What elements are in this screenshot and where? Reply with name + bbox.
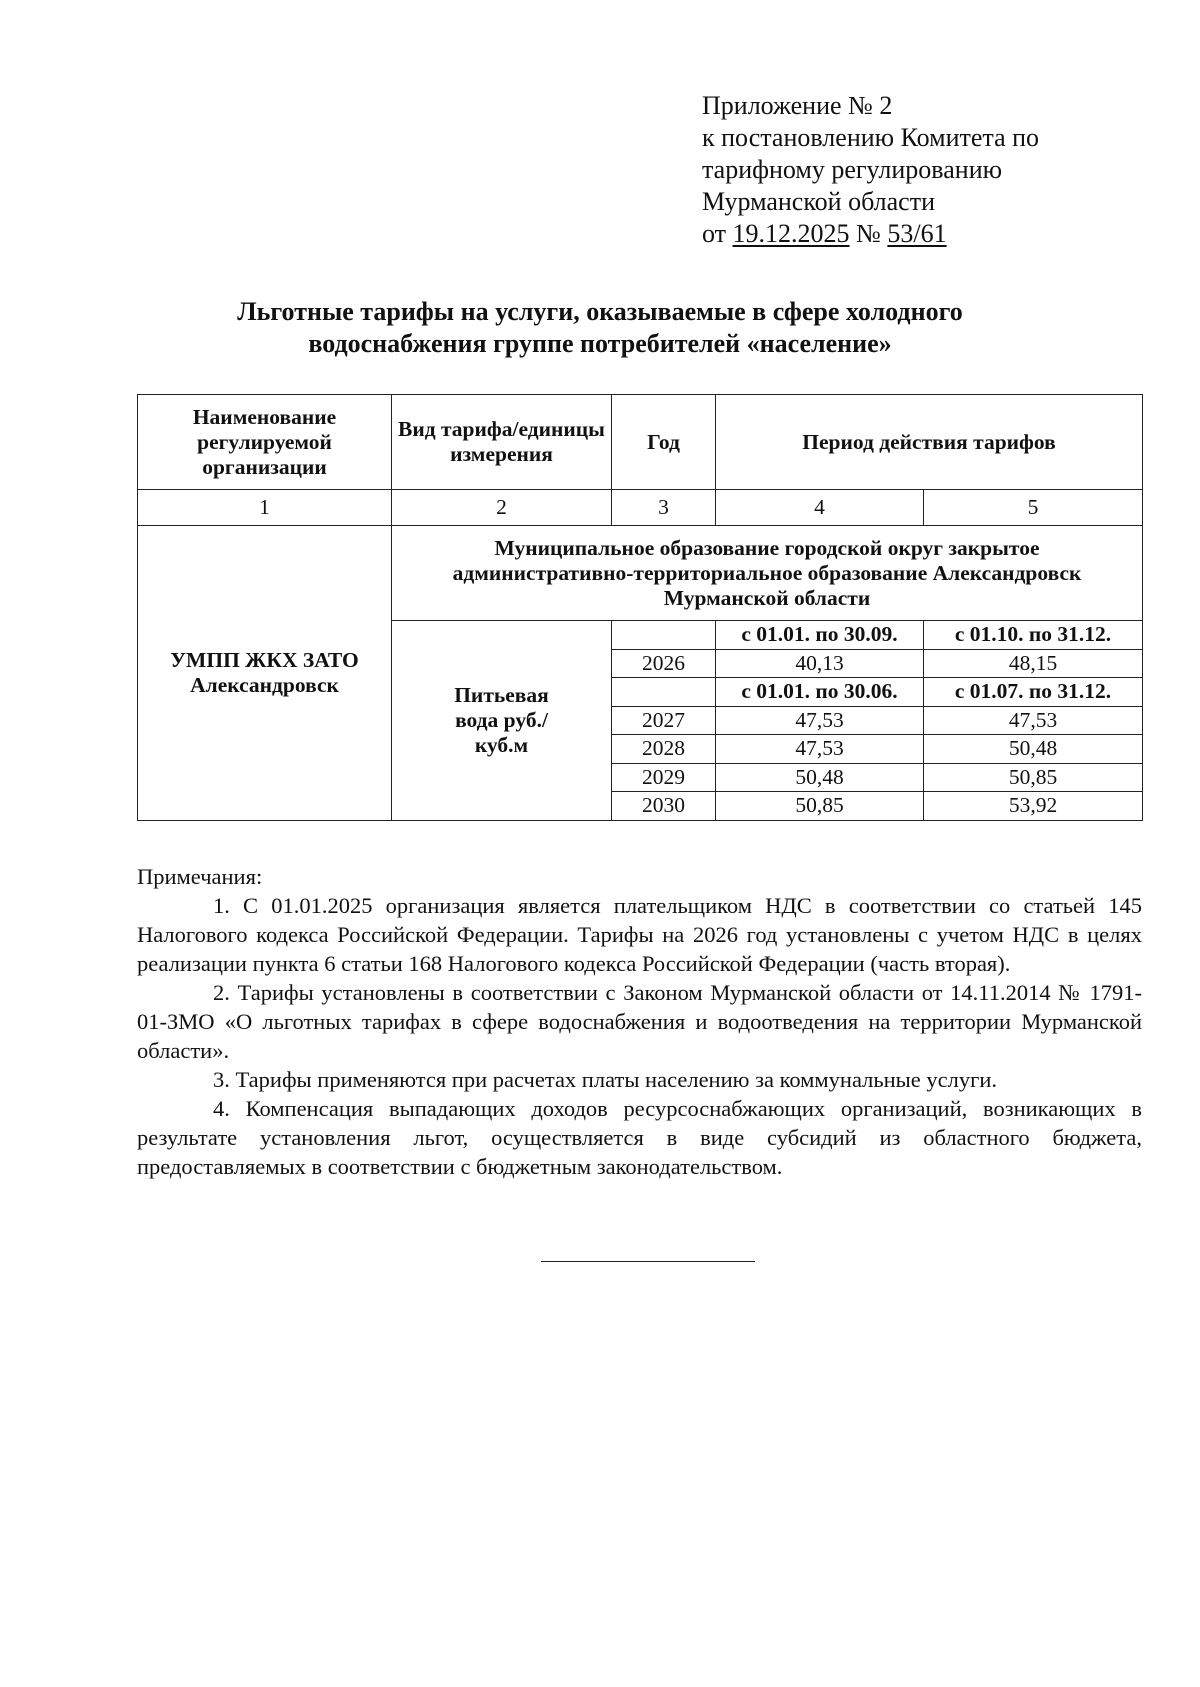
tariff-value: 50,85 — [924, 763, 1143, 792]
end-divider — [541, 1261, 755, 1262]
resolution-date: 19.12.2025 — [732, 219, 850, 248]
note-item-3: 3. Тарифы применяются при расчетах платы населению за коммунальные услуги. — [213, 1067, 997, 1092]
appendix-line-4: Мурманской области — [702, 187, 935, 216]
appendix-line-3: тарифному регулированию — [702, 155, 1003, 184]
tariff-value: 50,48 — [924, 735, 1143, 764]
period-label-2026-first: с 01.01. по 30.09. — [716, 621, 924, 650]
resolution-number: 53/61 — [887, 219, 947, 248]
period-label-2027-first: с 01.01. по 30.06. — [716, 678, 924, 707]
column-number-2: 2 — [392, 490, 612, 526]
note-item-1: 1. С 01.01.2025 организация является плательщиком НДС в соответствии со статьей 145 Налогового кодекса Российской Федерации. Тарифы на 2026 год установлены с учетом НДС в целях реализации пункта 6 статьи 168 Налогового кодекса Российской Федерации (часть вторая). — [137, 893, 1142, 976]
tariff-value: 47,53 — [716, 735, 924, 764]
title-line-1: Льготные тарифы на услуги, оказываемые в сфере холодного — [237, 297, 963, 326]
tariff-value: 48,15 — [924, 649, 1143, 678]
notes-section — [137, 862, 1142, 1181]
column-number-3: 3 — [612, 490, 716, 526]
appendix-line-1: Приложение № 2 — [702, 91, 893, 120]
tariff-value: 50,48 — [716, 763, 924, 792]
appendix-header — [702, 90, 1142, 250]
empty-year-cell — [612, 621, 716, 650]
header-year: Год — [612, 395, 716, 490]
year-cell: 2027 — [612, 706, 716, 735]
note-item-4: 4. Компенсация выпадающих доходов ресурсоснабжающих организаций, возникающих в результате установления льгот, осуществляется в виде субсидий из областного бюджета, предоставляемых в соответствии с бюджетным законодательством. — [137, 1096, 1142, 1179]
municipality-row — [138, 526, 1143, 621]
tariff-kind: Питьевая вода руб./куб.м — [392, 621, 612, 821]
period-label-2027-second: с 01.07. по 31.12. — [924, 678, 1143, 707]
tariff-value: 50,85 — [716, 792, 924, 821]
empty-year-cell — [612, 678, 716, 707]
organization-name: УМПП ЖКХ ЗАТО Александровск — [138, 526, 392, 821]
appendix-date-line — [702, 218, 1142, 250]
column-number-5: 5 — [924, 490, 1143, 526]
tariff-value: 40,13 — [716, 649, 924, 678]
note-item-2: 2. Тарифы установлены в соответствии с Законом Мурманской области от 14.11.2014 № 1791-01-ЗМО «О льготных тарифах в сфере водоснабжения и водоотведения на территории Мурманской области». — [137, 980, 1142, 1063]
number-prefix: № — [849, 219, 888, 248]
notes-heading: Примечания: — [137, 864, 263, 889]
column-number-4: 4 — [716, 490, 924, 526]
tariff-value: 47,53 — [716, 706, 924, 735]
date-prefix: от — [702, 219, 733, 248]
period-label-2026-second: с 01.10. по 31.12. — [924, 621, 1143, 650]
header-org: Наименование регулируемой организации — [138, 395, 392, 490]
year-cell: 2029 — [612, 763, 716, 792]
column-number-1: 1 — [138, 490, 392, 526]
header-period: Период действия тарифов — [716, 395, 1143, 490]
table-header-row — [138, 395, 1143, 490]
tariff-table — [137, 394, 1143, 821]
header-kind: Вид тарифа/единицы измерения — [392, 395, 612, 490]
column-number-row — [138, 490, 1143, 526]
municipality-name: Муниципальное образование городской округ закрытое административно-территориальное образование Александровск Мурманской области — [392, 526, 1143, 621]
tariff-value: 53,92 — [924, 792, 1143, 821]
year-cell: 2028 — [612, 735, 716, 764]
title-line-2: водоснабжения группе потребителей «население» — [308, 329, 892, 358]
year-cell: 2026 — [612, 649, 716, 678]
document-title — [150, 296, 1050, 360]
year-cell: 2030 — [612, 792, 716, 821]
tariff-value: 47,53 — [924, 706, 1143, 735]
appendix-line-2: к постановлению Комитета по — [702, 123, 1040, 152]
